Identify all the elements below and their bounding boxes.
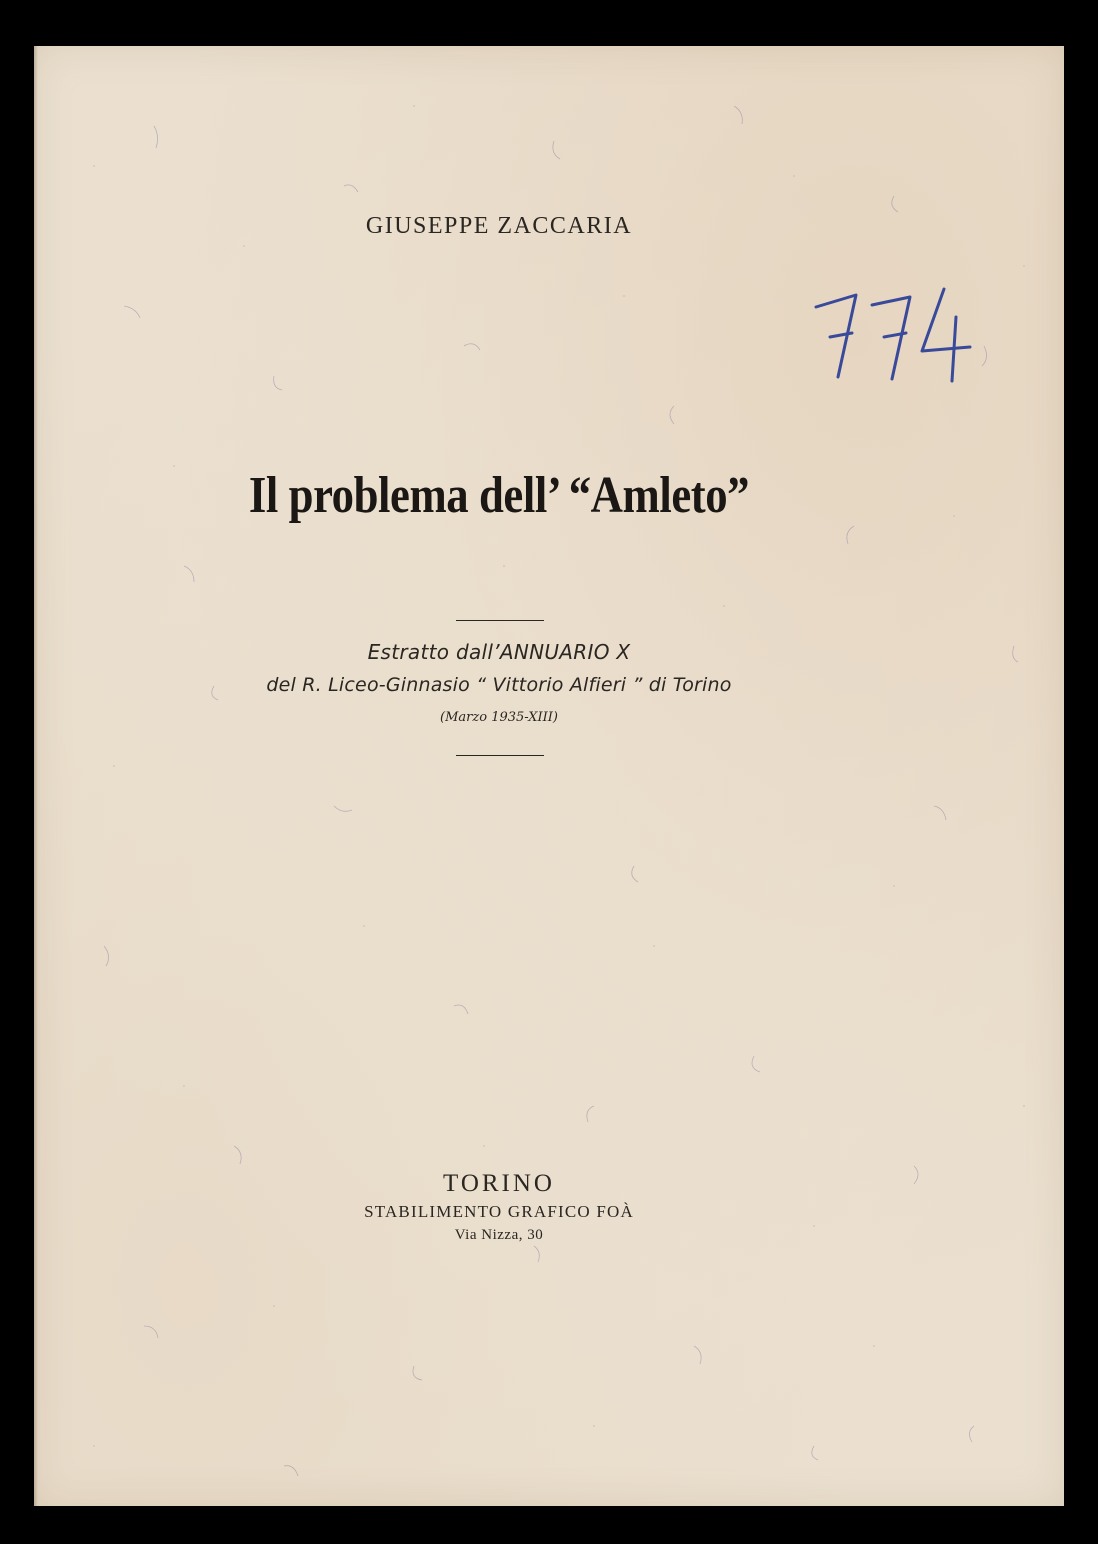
extract-institution: del R. Liceo-Ginnasio “ Vittorio Alfieri ” di Torino: [266, 674, 732, 696]
book-title: Il problema dell’ “Amleto”: [248, 467, 750, 524]
handwritten-inventory-number: [794, 271, 984, 391]
divider-rule-top: [456, 620, 544, 621]
spine-shadow: [34, 46, 38, 1506]
extract-source: Estratto dall’ANNUARIO X: [367, 640, 631, 664]
author-name: GIUSEPPE ZACCARIA: [365, 213, 633, 239]
imprint-address: Via Nizza, 30: [454, 1227, 544, 1243]
divider-rule-bottom: [456, 755, 544, 756]
paper-fibers: [34, 46, 1064, 1506]
extract-date: (Marzo 1935-XIII): [440, 710, 558, 725]
pamphlet-cover: [34, 46, 1064, 1506]
imprint-printer: STABILIMENTO GRAFICO FOÀ: [364, 1202, 634, 1221]
imprint-city: TORINO: [443, 1170, 555, 1197]
